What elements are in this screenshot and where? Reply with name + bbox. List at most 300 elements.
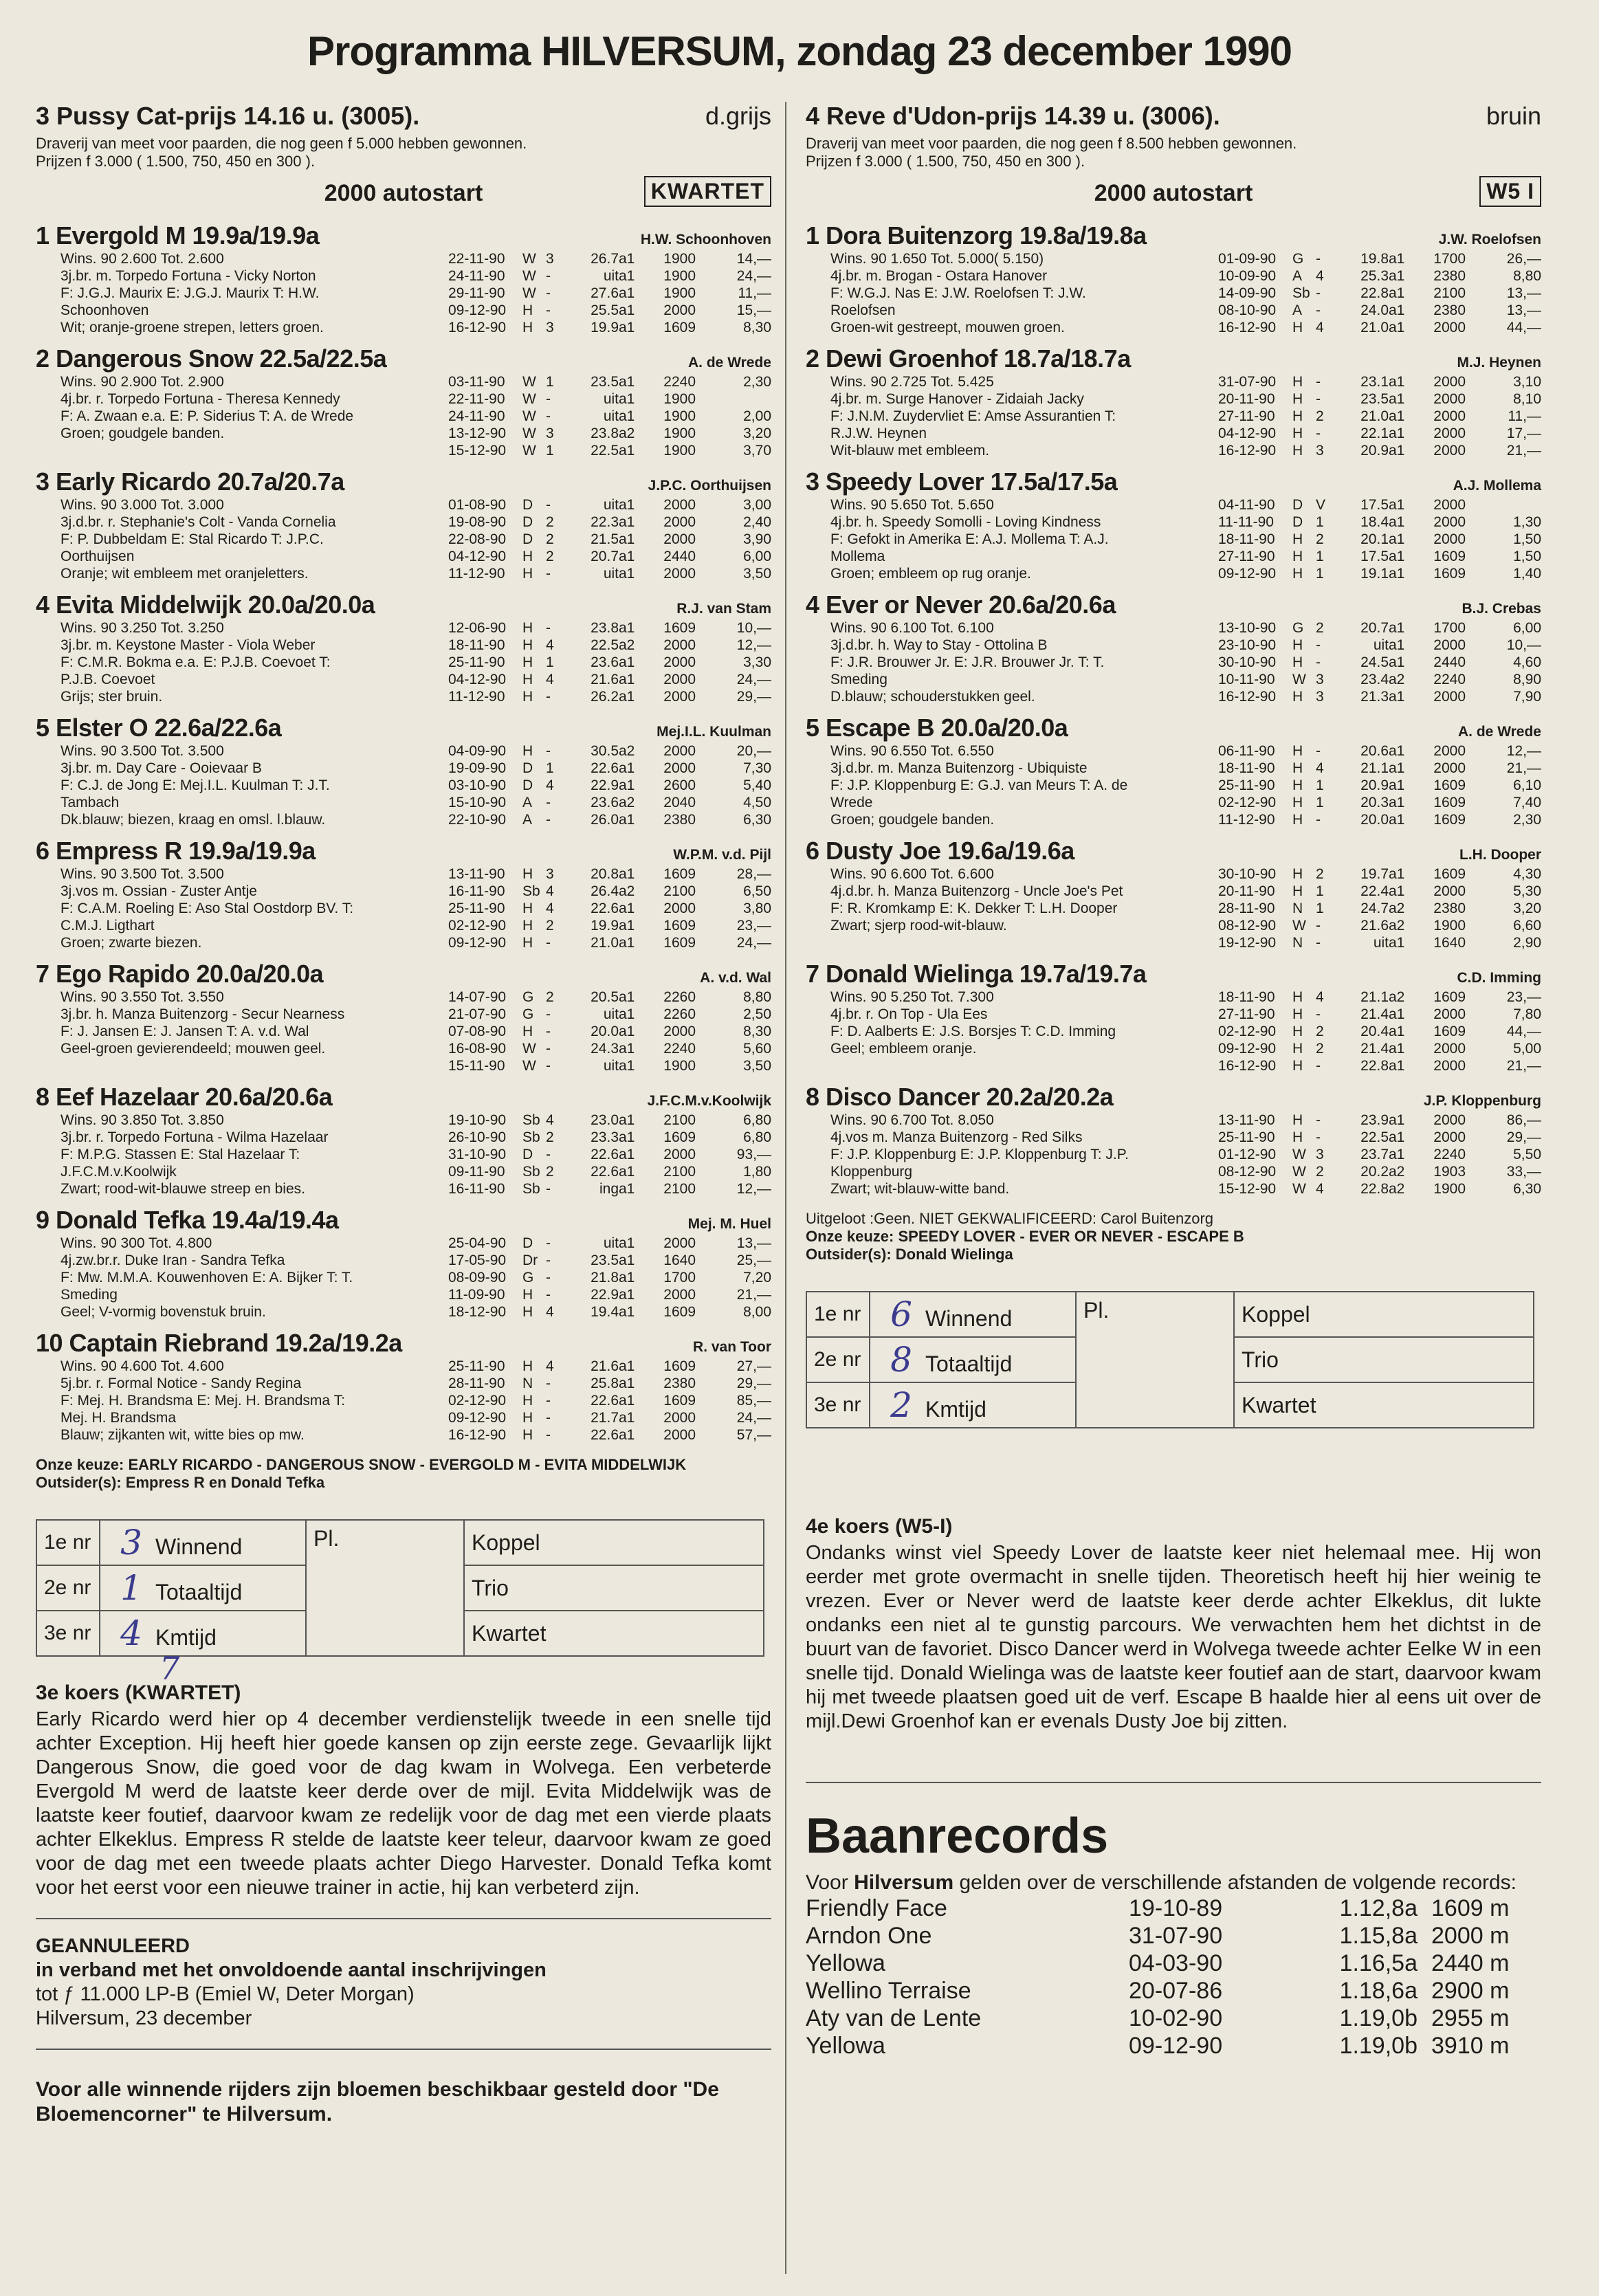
form-cell: uit: [603, 1058, 619, 1074]
form-row: [1218, 548, 1541, 565]
cancelled-reason: in verband met het onvoldoende aantal inschrijvingen: [36, 1959, 547, 1981]
horse-info: [806, 865, 1211, 951]
form-cell: 22.5: [1360, 1129, 1389, 1145]
horse-trainer: A.J. Mollema: [1453, 478, 1541, 494]
form-cell: 3,30: [743, 654, 771, 670]
horse-info-line: 3j.d.br. m. Manza Buitenzorg - Ubiquiste: [830, 760, 1088, 776]
form-cell: a1: [619, 497, 635, 513]
horse-name: 5 Elster O 22.6a/22.6a: [36, 714, 282, 742]
form-cell: 01-12-90: [1218, 1147, 1277, 1162]
form-cell: a1: [619, 760, 635, 776]
form-cell: -: [546, 302, 551, 318]
horse-info-line: F: A. Zwaan e.a. E: P. Siderius T: A. de Wrede: [60, 408, 354, 424]
form-cell: 16-12-90: [448, 320, 507, 335]
form-cell: 15-11-90: [448, 1058, 505, 1074]
horse-body: [806, 250, 1541, 336]
form-cell: 1: [1316, 795, 1324, 810]
form-cell: 20.7: [591, 549, 619, 564]
form-cell: 15-12-90: [448, 443, 507, 459]
form-cell: 1609: [663, 935, 696, 951]
form-cell: a1: [1389, 566, 1405, 582]
start-row: [806, 173, 1541, 213]
form-cell: 25-11-90: [448, 1358, 505, 1374]
form-cell: a1: [619, 1129, 635, 1145]
form-cell: 21,—: [1506, 1058, 1541, 1074]
form-row: [448, 671, 771, 688]
form-cell: 18-11-90: [1218, 989, 1275, 1005]
form-cell: 14,—: [736, 251, 771, 267]
horse-info-line: F: J.P. Kloppenburg E: J.P. Kloppenburg T: J.P.: [830, 1147, 1129, 1162]
form-cell: 2000: [1433, 1129, 1466, 1145]
form-cell: ing: [599, 1181, 619, 1197]
form-cell: 2000: [663, 654, 696, 670]
form-cell: 11-11-90: [1218, 514, 1274, 530]
form-cell: 4: [546, 1112, 554, 1128]
form-cell: Sb: [1292, 285, 1310, 301]
horse-form-table: [448, 865, 771, 951]
form-cell: 04-09-90: [448, 743, 507, 759]
form-cell: 14-07-90: [448, 989, 507, 1005]
form-cell: H: [522, 1024, 533, 1039]
form-cell: a1: [1389, 268, 1405, 284]
horse-info-line: Zwart; rood-wit-blauwe streep en bies.: [60, 1181, 305, 1197]
form-row: [448, 637, 771, 654]
form-cell: 20.0: [591, 1024, 619, 1039]
form-row: [448, 900, 771, 917]
form-cell: -: [546, 285, 551, 301]
form-cell: Sb: [522, 1181, 540, 1197]
form-cell: a1: [1389, 320, 1405, 335]
record-cell: 1609 m: [1431, 1895, 1510, 1921]
form-cell: 25.3: [1360, 268, 1389, 284]
form-row: [1218, 531, 1541, 548]
form-cell: 26.0: [591, 812, 619, 828]
result-entry-table: [36, 1519, 764, 1657]
form-cell: 09-12-90: [448, 302, 507, 318]
horse-info-line: Geel; embleem oranje.: [830, 1041, 977, 1057]
form-cell: W: [522, 426, 536, 441]
form-cell: 23.7: [1360, 1147, 1389, 1162]
form-cell: H: [522, 620, 533, 636]
form-row: [448, 883, 771, 900]
form-cell: H: [522, 1410, 533, 1426]
form-cell: V: [1316, 497, 1326, 513]
form-cell: H: [1292, 408, 1303, 424]
horse-trainer: Mej.I.L. Kuulman: [657, 724, 771, 740]
form-cell: 12,—: [1506, 743, 1541, 759]
result-entry-table: [806, 1291, 1534, 1428]
form-cell: 01-08-90: [448, 497, 507, 513]
horse-info: [806, 1112, 1211, 1197]
form-row: [1218, 900, 1541, 917]
horse-name: 10 Captain Riebrand 19.2a/19.2a: [36, 1329, 402, 1357]
form-row: [1218, 565, 1541, 582]
form-row: [448, 250, 771, 267]
horse-body: [36, 989, 771, 1074]
form-cell: 2000: [1433, 1006, 1466, 1022]
form-row: [1218, 917, 1541, 934]
form-cell: a1: [619, 866, 635, 882]
form-cell: a1: [619, 1270, 635, 1285]
form-cell: 22.3: [591, 514, 619, 530]
form-row: [1218, 688, 1541, 705]
form-cell: 19.1: [1360, 566, 1389, 582]
horse-info-line: Geel; V-vormig bovenstuk bruin.: [60, 1304, 266, 1320]
form-row: [1218, 1129, 1541, 1146]
form-row: [448, 1057, 771, 1074]
form-cell: 29-11-90: [448, 285, 505, 301]
record-cell: 19-10-89: [1129, 1895, 1223, 1921]
form-cell: 25.5: [591, 302, 619, 318]
horse-info: [36, 865, 441, 951]
form-cell: 22.6: [591, 1164, 619, 1180]
form-cell: 2,90: [1513, 935, 1541, 951]
form-cell: 1609: [663, 866, 696, 882]
form-cell: 2000: [1433, 391, 1466, 407]
separator: [36, 2049, 771, 2050]
form-cell: H: [1292, 637, 1303, 653]
form-cell: 24.5: [1360, 654, 1389, 670]
race-color: bruin: [1486, 102, 1541, 130]
outsiders: Outsider(s): Donald Wielinga: [806, 1246, 1013, 1263]
horse-header: [36, 837, 771, 865]
form-cell: 11-12-90: [448, 566, 505, 582]
form-cell: -: [546, 620, 551, 636]
form-row: [1218, 285, 1541, 302]
form-cell: 26.4: [591, 883, 619, 899]
horse-info-line: Wins. 90 2.600 Tot. 2.600: [60, 251, 224, 267]
form-cell: H: [1292, 689, 1303, 705]
form-cell: 02-12-90: [448, 1393, 507, 1409]
form-cell: 27,—: [736, 1358, 771, 1374]
form-cell: 85,—: [736, 1393, 771, 1409]
horse-form-table: [1218, 742, 1541, 828]
form-cell: 11,—: [1508, 408, 1541, 424]
horse-info: [806, 989, 1211, 1074]
horse-info: [806, 250, 1211, 336]
form-cell: 24,—: [736, 268, 771, 284]
form-cell: 7,30: [743, 760, 771, 776]
result-field-label: Totaaltijd: [925, 1351, 1013, 1376]
form-cell: 2000: [663, 531, 696, 547]
form-cell: W: [1292, 1164, 1306, 1180]
horse-entry: [36, 1083, 771, 1197]
horse-name: 3 Early Ricardo 20.7a/20.7a: [36, 467, 344, 496]
form-cell: a2: [619, 743, 635, 759]
form-row: [448, 1180, 771, 1197]
form-cell: 2000: [1433, 514, 1466, 530]
horse-form-table: [1218, 865, 1541, 951]
form-cell: 1609: [1433, 566, 1466, 582]
horse-entry: [36, 837, 771, 951]
record-cell: 2440 m: [1431, 1950, 1510, 1976]
form-cell: 1640: [663, 1252, 696, 1268]
form-cell: 2100: [663, 883, 696, 899]
horse-name: 3 Speedy Lover 17.5a/17.5a: [806, 467, 1118, 496]
horse-info-line: 4j.br. m. Brogan - Ostara Hanover: [830, 268, 1048, 284]
form-row: [1218, 302, 1541, 319]
form-cell: 10,—: [1506, 637, 1541, 653]
form-row: [448, 1023, 771, 1040]
form-cell: N: [1292, 901, 1303, 916]
bet-label-cell: Kwartet: [464, 1611, 764, 1656]
form-cell: 22.8: [1360, 1058, 1389, 1074]
form-cell: 1609: [663, 1304, 696, 1320]
form-row: [448, 442, 771, 459]
intro-text: Voor: [806, 1871, 854, 1894]
horse-name: 4 Ever or Never 20.6a/20.6a: [806, 590, 1116, 619]
form-cell: D: [1292, 514, 1303, 530]
form-cell: 22-08-90: [448, 531, 507, 547]
form-cell: 1: [546, 443, 554, 459]
horse-info-line: 4j.d.br. h. Manza Buitenzorg - Uncle Joe's Pet: [830, 883, 1123, 899]
horse-info-line: Wins. 90 6.550 Tot. 6.550: [830, 743, 994, 759]
form-cell: -: [546, 1427, 551, 1443]
horse-form-table: [1218, 619, 1541, 705]
form-cell: Sb: [522, 1129, 540, 1145]
form-row: [448, 934, 771, 951]
form-cell: 6,00: [1513, 620, 1541, 636]
form-cell: 31-10-90: [448, 1147, 507, 1162]
horse-body: [36, 1358, 771, 1444]
form-cell: 2000: [663, 1147, 696, 1162]
horse-header: [36, 714, 771, 742]
form-cell: -: [546, 1393, 551, 1409]
form-cell: G: [522, 989, 534, 1005]
horse-info-line: Groen; goudgele banden.: [60, 426, 225, 441]
form-cell: 1609: [1433, 1024, 1466, 1039]
form-cell: 24.3: [591, 1041, 619, 1057]
horse-form-table: [1218, 1112, 1541, 1197]
form-row: [448, 654, 771, 671]
horse-info-line: Zwart; sjerp rood-wit-blauw.: [830, 918, 1007, 934]
form-cell: 22.1: [1360, 426, 1389, 441]
form-cell: a1: [619, 391, 635, 407]
form-cell: 2: [546, 549, 554, 564]
form-cell: -: [1316, 426, 1321, 441]
form-row: [448, 1303, 771, 1321]
form-cell: 20.9: [1360, 443, 1389, 459]
form-row: [1218, 250, 1541, 267]
form-cell: 22.5: [591, 443, 619, 459]
horse-entry: [806, 467, 1541, 582]
form-cell: a1: [619, 1393, 635, 1409]
form-cell: -: [546, 1235, 551, 1251]
form-cell: 15,—: [736, 302, 771, 318]
form-cell: a1: [619, 1287, 635, 1303]
form-cell: a1: [619, 1006, 635, 1022]
record-row: [806, 1895, 1541, 1922]
form-cell: 24,—: [736, 1410, 771, 1426]
form-cell: 2: [1316, 1041, 1324, 1057]
horse-body: [806, 1112, 1541, 1197]
form-cell: a1: [619, 1058, 635, 1074]
form-cell: 10-09-90: [1218, 268, 1277, 284]
horse-info-line: F: Mw. M.M.A. Kouwenhoven E: A. Bijker T: T.: [60, 1270, 353, 1285]
form-cell: 2600: [663, 777, 696, 793]
horse-form-table: [448, 1358, 771, 1444]
horse-name: 9 Donald Tefka 19.4a/19.4a: [36, 1206, 339, 1234]
form-cell: 23,—: [736, 918, 771, 934]
form-cell: 22.5: [591, 637, 619, 653]
form-cell: 20.5: [591, 989, 619, 1005]
result-field-label: Kmtijd: [155, 1625, 217, 1650]
horse-info: [36, 1235, 441, 1321]
form-row: [448, 1269, 771, 1286]
form-cell: 1609: [663, 620, 696, 636]
form-cell: 2000: [1433, 408, 1466, 424]
form-row: [1218, 390, 1541, 408]
form-cell: 2380: [663, 1376, 696, 1391]
form-cell: 11-12-90: [1218, 812, 1275, 828]
form-cell: H: [1292, 320, 1303, 335]
record-cell: 3910 m: [1431, 2033, 1510, 2059]
form-cell: 7,20: [743, 1270, 771, 1285]
form-cell: 10,—: [736, 620, 771, 636]
form-cell: 24.7: [1360, 901, 1389, 916]
form-cell: 2000: [663, 760, 696, 776]
form-cell: H: [1292, 566, 1303, 582]
form-cell: 3,10: [1513, 374, 1541, 390]
form-cell: 08-09-90: [448, 1270, 507, 1285]
form-cell: a1: [1389, 497, 1405, 513]
horse-info-line: Wrede: [830, 795, 873, 810]
form-cell: 1: [546, 374, 554, 390]
form-row: [1218, 319, 1541, 336]
form-cell: 33,—: [1506, 1164, 1541, 1180]
form-cell: 6,00: [743, 549, 771, 564]
form-cell: a1: [1389, 302, 1405, 318]
form-row: [1218, 425, 1541, 442]
form-row: [1218, 883, 1541, 900]
form-cell: a1: [1389, 1129, 1405, 1145]
form-cell: 3,50: [743, 566, 771, 582]
form-cell: uit: [603, 1235, 619, 1251]
form-cell: 1900: [663, 285, 696, 301]
form-cell: D: [522, 1235, 533, 1251]
baanrecords-title: Baanrecords: [806, 1809, 1109, 1864]
result-rank-cell: [806, 1337, 870, 1382]
horse-entry: [36, 960, 771, 1074]
form-cell: uit: [603, 566, 619, 582]
form-cell: 1903: [1433, 1164, 1466, 1180]
horse-info-line: 3j.br. m. Torpedo Fortuna - Vicky Norton: [60, 268, 316, 284]
horse-trainer: A. de Wrede: [1458, 724, 1541, 740]
form-cell: 08-10-90: [1218, 302, 1277, 318]
form-row: [1218, 777, 1541, 794]
form-row: [1218, 654, 1541, 671]
form-row: [1218, 671, 1541, 688]
form-cell: 3: [1316, 689, 1324, 705]
form-cell: H: [522, 654, 533, 670]
form-cell: 11,—: [738, 285, 771, 301]
form-cell: G: [1292, 251, 1304, 267]
horse-info-line: 3j.br. m. Keystone Master - Viola Weber: [60, 637, 316, 653]
handwritten-number: 8: [890, 1340, 912, 1380]
form-cell: 2: [1316, 866, 1324, 882]
form-cell: 6,60: [1513, 918, 1541, 934]
form-cell: a1: [1389, 1112, 1405, 1128]
form-cell: 3: [546, 251, 554, 267]
form-cell: -: [546, 1181, 551, 1197]
result-rank-label: 3e nr: [814, 1393, 861, 1416]
form-cell: a1: [1389, 760, 1405, 776]
form-cell: 16-12-90: [448, 1427, 507, 1443]
form-row: [448, 742, 771, 760]
form-cell: 19.7: [1360, 866, 1389, 882]
form-row: [1218, 373, 1541, 390]
form-cell: a1: [1389, 443, 1405, 459]
form-row: [448, 531, 771, 548]
form-cell: 23.5: [591, 1252, 619, 1268]
form-cell: 23-10-90: [1218, 637, 1277, 653]
form-cell: 23.9: [1360, 1112, 1389, 1128]
form-cell: 4: [546, 672, 554, 687]
horse-info: [36, 742, 441, 828]
record-cell: 2900 m: [1431, 1978, 1510, 2004]
form-cell: 25-11-90: [448, 654, 505, 670]
horse-entry: [806, 960, 1541, 1074]
horse-info-line: Schoonhoven: [60, 302, 149, 318]
separator: [806, 1782, 1541, 1783]
form-cell: 23.4: [1360, 672, 1389, 687]
form-cell: 2000: [663, 1235, 696, 1251]
horse-info-line: Wins. 90 2.725 Tot. 5.425: [830, 374, 994, 390]
horse-body: [36, 373, 771, 459]
horse-info: [36, 250, 441, 336]
horse-trainer: W.P.M. v.d. Pijl: [673, 847, 771, 863]
form-cell: a1: [619, 812, 635, 828]
form-cell: 1640: [1433, 935, 1466, 951]
form-cell: a1: [619, 443, 635, 459]
form-cell: uit: [1373, 637, 1389, 653]
form-cell: D: [522, 497, 533, 513]
form-cell: 2000: [1433, 320, 1466, 335]
form-cell: 26,—: [1506, 251, 1541, 267]
form-cell: H: [1292, 883, 1303, 899]
record-row: [806, 1922, 1541, 1950]
form-cell: a1: [1389, 777, 1405, 793]
form-cell: -: [546, 1058, 551, 1074]
form-cell: Sb: [522, 1164, 540, 1180]
form-row: [1218, 1146, 1541, 1163]
form-cell: a1: [619, 989, 635, 1005]
form-cell: -: [1316, 251, 1321, 267]
form-cell: H: [522, 743, 533, 759]
form-cell: 3,00: [743, 497, 771, 513]
form-cell: -: [1316, 1006, 1321, 1022]
form-cell: 2100: [663, 1181, 696, 1197]
form-cell: H: [1292, 654, 1303, 670]
horse-body: [36, 250, 771, 336]
form-cell: 1609: [663, 1129, 696, 1145]
form-cell: 04-12-90: [448, 549, 507, 564]
horse-info: [36, 496, 441, 582]
form-cell: a1: [1389, 654, 1405, 670]
form-cell: 21.4: [1360, 1006, 1389, 1022]
form-cell: 7,40: [1513, 795, 1541, 810]
horse-info-line: Oorthuijsen: [60, 549, 135, 564]
record-cell: 20-07-86: [1129, 1978, 1223, 2004]
horse-body: [806, 619, 1541, 705]
horse-body: [36, 1112, 771, 1197]
form-cell: a2: [619, 637, 635, 653]
form-cell: 6,80: [743, 1129, 771, 1145]
form-cell: H: [522, 1358, 533, 1374]
form-cell: 22.6: [591, 1147, 619, 1162]
form-cell: H: [1292, 374, 1303, 390]
record-cell: Aty van de Lente: [806, 2005, 982, 2031]
